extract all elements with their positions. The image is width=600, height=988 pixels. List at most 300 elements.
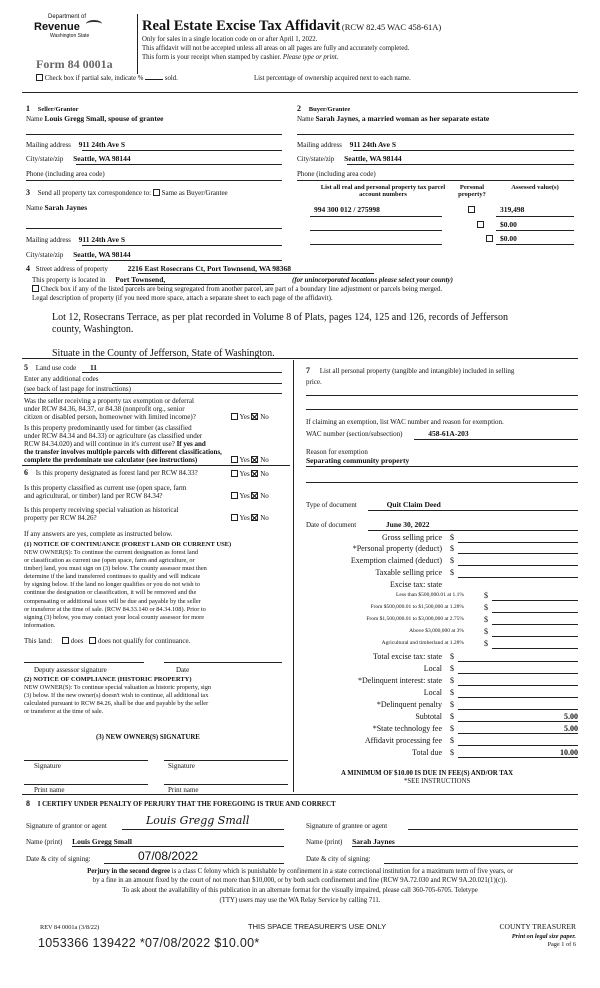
seller-num: 1 bbox=[26, 104, 30, 113]
buyer-mailing-row bbox=[297, 141, 396, 150]
buyer-mailing-label: Mailing address bbox=[297, 141, 342, 149]
deputy-date-label: Date bbox=[176, 666, 190, 674]
new-owner-signature-line-2[interactable] bbox=[164, 760, 288, 761]
new-owner-print-label-2: Print name bbox=[168, 786, 199, 794]
county-treasurer-label: COUNTY TREASURER bbox=[499, 922, 576, 931]
tax-row-excise bbox=[300, 580, 578, 591]
notice-continuance-text bbox=[24, 549, 207, 630]
logo-dept-line1: Department of bbox=[48, 14, 87, 20]
correspondence-city-field[interactable]: Seattle, WA 98144 bbox=[73, 250, 131, 259]
exemption-no-checkbox[interactable] bbox=[251, 413, 258, 420]
exemption-question-line-1: Was the seller receiving a property tax exemption or deferral bbox=[24, 397, 194, 405]
total-row-label: *State technology fee bbox=[372, 724, 442, 733]
column-divider bbox=[293, 360, 294, 792]
land-use-label: Land use code bbox=[35, 364, 77, 372]
currency-sign: $ bbox=[484, 615, 488, 624]
buyer-mailing-line bbox=[353, 150, 574, 151]
logo-dept-line2: Revenue bbox=[34, 20, 80, 33]
seller-city-line bbox=[76, 164, 282, 165]
parcel-line-2 bbox=[310, 230, 442, 231]
see-instructions-note: *SEE INSTRUCTIONS bbox=[404, 778, 471, 785]
grantor-signature[interactable]: Louis Gregg Small bbox=[146, 814, 250, 827]
new-owner-signature-heading: (3) NEW OWNER(S) SIGNATURE bbox=[96, 734, 200, 741]
new-owner-signature-line-1[interactable] bbox=[24, 760, 148, 761]
total-row-amount[interactable]: 10.00 bbox=[560, 748, 578, 757]
tax-row-gross bbox=[300, 533, 578, 544]
notice-continuance-line: continue the designation or classification, it will be removed and the bbox=[24, 589, 197, 597]
current-use-yes-checkbox[interactable] bbox=[231, 492, 238, 499]
new-owner-signature-label-1: Signature bbox=[34, 762, 61, 770]
new-owner-print-line-2[interactable] bbox=[164, 784, 288, 785]
reason-label: Reason for exemption bbox=[306, 448, 368, 456]
exemption-no-label: No bbox=[260, 413, 269, 421]
current-use-question-line-1: Is this property classified as current use (open space, farm bbox=[24, 484, 187, 492]
notice-continuance-line: signing (3) below, you may contact your local county assessor for more bbox=[24, 613, 205, 621]
tax-row-label: Taxable selling price bbox=[375, 568, 442, 577]
correspondence-mailing-line bbox=[82, 245, 282, 246]
current-use-no-label: No bbox=[260, 492, 269, 500]
total-row bbox=[300, 736, 578, 747]
total-row bbox=[300, 664, 578, 675]
bracket-amount-line[interactable] bbox=[492, 600, 578, 601]
personal-property-line-2[interactable] bbox=[306, 409, 578, 410]
tax-row-label: Excise tax: state bbox=[390, 580, 442, 589]
partial-sale-label: Check box if partial sale, indicate % bbox=[44, 75, 144, 82]
buyer-name-field[interactable]: Sarah Jaynes, a married woman as her separate estate bbox=[315, 114, 490, 123]
tax-amount-line[interactable] bbox=[458, 565, 578, 566]
parcel-value-1[interactable]: 319,498 bbox=[500, 205, 525, 214]
bracket-amount-line[interactable] bbox=[492, 648, 578, 649]
bracket-label: Above $3,000,000 at 3% bbox=[409, 628, 464, 634]
forest-yes-checkbox[interactable] bbox=[231, 470, 238, 477]
treasurer-use-only: THIS SPACE TREASURER'S USE ONLY bbox=[248, 922, 387, 931]
doc-date-line bbox=[368, 530, 578, 531]
tax-amount-line[interactable] bbox=[458, 553, 578, 554]
buyer-city-line bbox=[347, 164, 574, 165]
historic-yes-label: Yes bbox=[239, 514, 250, 522]
perjury-line-3: To ask about the availability of this publication in an alternate format for the visually impaired, please call 360-705-6705. Teletype bbox=[122, 887, 478, 894]
section-6-num: 6 bbox=[24, 468, 28, 477]
does-not-qualify-checkbox[interactable] bbox=[89, 637, 96, 644]
perjury-line-4: (TTY) users may use the WA Relay Service by calling 711. bbox=[219, 897, 381, 904]
exemption-yes-checkbox[interactable] bbox=[231, 413, 238, 420]
legal-size-note: Print on legal size paper. bbox=[511, 933, 576, 940]
historic-question-line-1: Is this property receiving special valuation as historical bbox=[24, 506, 179, 514]
tax-amount-line[interactable] bbox=[458, 577, 578, 578]
logo-dept-line3: Washington State bbox=[50, 32, 90, 39]
seller-phone-line bbox=[26, 180, 282, 181]
grantor-signature-label: Signature of grantor or agent bbox=[26, 822, 107, 830]
tax-amount-line[interactable] bbox=[458, 542, 578, 543]
total-row-label: *Delinquent interest: state bbox=[358, 676, 442, 685]
correspondence-name-label: Name bbox=[26, 204, 43, 212]
property-located-label: This property is located in bbox=[32, 276, 106, 284]
parcel-value-line-1 bbox=[496, 216, 574, 217]
parcel-value-2[interactable]: $0.00 bbox=[500, 220, 517, 229]
tax-row-label: Exemption claimed (deduct) bbox=[350, 556, 442, 565]
doc-type-line bbox=[368, 510, 578, 511]
property-unincorporated-note: (for unincorporated locations please select your county) bbox=[292, 276, 453, 284]
seller-name-label: Name bbox=[26, 115, 43, 123]
exemption-question-line-2: under RCW 84.36, 84.37, or 84.38 (nonprofit org., senior bbox=[24, 405, 185, 413]
property-street-field[interactable]: 2216 East Rosecrans Ct, Port Townsend, WA 98368 bbox=[127, 264, 292, 273]
currency-sign: $ bbox=[450, 712, 454, 721]
parcel-line-3 bbox=[310, 244, 442, 245]
buyer-phone-label: Phone (including area code) bbox=[297, 170, 376, 178]
tax-row-personal bbox=[300, 544, 578, 555]
grantor-date-line bbox=[104, 863, 284, 864]
current-use-no-checkbox[interactable] bbox=[251, 492, 258, 499]
minimum-due-notice: A MINIMUM OF $10.00 IS DUE IN FEE(S) AND/OR TAX bbox=[341, 770, 514, 777]
header-note-3 bbox=[142, 54, 338, 62]
correspondence-city-row bbox=[26, 251, 131, 260]
section-5-rule-2 bbox=[22, 465, 290, 466]
correspondence-mailing-row bbox=[26, 236, 125, 245]
bracket-label: From $500,000.01 to $1,500,000 at 1.28% bbox=[370, 604, 464, 610]
form-number: Form 84 0001a bbox=[36, 57, 113, 71]
reason-field[interactable]: Separating community property bbox=[306, 456, 410, 465]
segregated-checkbox[interactable] bbox=[32, 285, 39, 292]
legal-description-line-3[interactable]: Situate in the County of Jefferson, State of Washington. bbox=[52, 348, 275, 359]
land-use-line bbox=[82, 372, 282, 373]
seller-city-field[interactable]: Seattle, WA 98144 bbox=[73, 154, 131, 163]
correspondence-city-line bbox=[76, 260, 282, 261]
forest-yes-no bbox=[231, 470, 269, 478]
bracket-label: From $1,500,000.01 to $3,000,000 at 2.75% bbox=[366, 616, 464, 622]
grantor-date-field[interactable]: 07/08/2022 bbox=[138, 849, 199, 863]
buyer-heading bbox=[297, 104, 350, 113]
property-street-label: Street address of property bbox=[35, 265, 108, 273]
does-qualify-checkbox[interactable] bbox=[62, 637, 69, 644]
notice-continuance-line: information. bbox=[24, 621, 56, 629]
total-row bbox=[300, 652, 578, 663]
notice-continuance-title: (1) NOTICE OF CONTINUANCE (FOREST LAND OR CURRENT USE) bbox=[24, 541, 232, 548]
dor-logo bbox=[32, 14, 112, 39]
partial-sale-checkbox[interactable] bbox=[36, 74, 43, 81]
tax-row-exemption bbox=[300, 556, 578, 567]
currency-sign: $ bbox=[450, 556, 454, 565]
certify-row bbox=[26, 799, 336, 809]
currency-sign: $ bbox=[450, 544, 454, 553]
wac-label: WAC number (section/subsection) bbox=[306, 430, 403, 438]
seller-phone-label: Phone (including area code) bbox=[26, 170, 105, 178]
seller-city-row bbox=[26, 155, 131, 164]
notice-continuance-line: compensating or additional taxes will be due and payable by the seller bbox=[24, 597, 201, 605]
header-note-1: Only for sales in a single location code on or after April 1, 2022. bbox=[142, 36, 318, 43]
tax-row-taxable bbox=[300, 568, 578, 579]
timber-no-label: No bbox=[260, 456, 269, 464]
wac-line bbox=[414, 439, 578, 440]
total-row bbox=[300, 748, 578, 759]
section-8-top-rule bbox=[22, 794, 578, 795]
currency-sign: $ bbox=[450, 533, 454, 542]
parcel-account-1[interactable]: 994 300 012 / 275998 bbox=[314, 205, 380, 214]
correspondence-city-label: City/state/zip bbox=[26, 251, 64, 259]
personal-property-label: List all personal property (tangible and intangible) included in selling bbox=[319, 367, 515, 375]
correspondence-row bbox=[26, 188, 228, 197]
notice-continuance-line: by signing below. If the land no longer qualifies or you do not wish to bbox=[24, 581, 201, 589]
doc-date-label: Date of document bbox=[306, 521, 357, 529]
seller-name-row bbox=[26, 115, 164, 124]
timber-question-line-3-text: RCW 84.34.020) and will continue in it's current use? bbox=[24, 440, 175, 448]
total-row bbox=[300, 676, 578, 687]
partial-sale-row bbox=[36, 74, 178, 83]
total-row-amount[interactable]: 5.00 bbox=[564, 724, 578, 733]
personal-property-row bbox=[306, 366, 514, 375]
header-rule bbox=[22, 92, 578, 93]
this-land-label: This land: bbox=[24, 637, 53, 645]
exemption-yes-label: Yes bbox=[239, 413, 250, 421]
notice-compliance-line: (3) below. If the new owner(s) doesn't wish to continue, all additional tax bbox=[24, 692, 209, 700]
land-use-field[interactable]: 11 bbox=[89, 363, 98, 372]
total-row-amount[interactable]: 5.00 bbox=[564, 712, 578, 721]
timber-question-line-3-bold: If yes and bbox=[176, 440, 206, 448]
parcel-header-personal: Personal property? bbox=[458, 184, 486, 199]
historic-question-line-2: property per RCW 84.26? bbox=[24, 514, 97, 522]
bracket-row-4 bbox=[300, 628, 578, 638]
revision-number: REV 84 0001a (3/8/22) bbox=[40, 924, 100, 931]
total-row-label: Local bbox=[423, 688, 442, 697]
grantor-signature-line bbox=[122, 829, 284, 830]
currency-sign: $ bbox=[484, 639, 488, 648]
total-row bbox=[300, 724, 578, 735]
historic-no-checkbox[interactable] bbox=[251, 514, 258, 521]
total-row-label: Subtotal bbox=[415, 712, 442, 721]
seller-city-label: City/state/zip bbox=[26, 155, 64, 163]
buyer-city-field[interactable]: Seattle, WA 98144 bbox=[344, 154, 402, 163]
buyer-city-row bbox=[297, 155, 402, 164]
exemption-claim-label: If claiming an exemption, list WAC number and reason for exemption. bbox=[306, 418, 504, 426]
historic-yes-checkbox[interactable] bbox=[231, 514, 238, 521]
seller-mailing-field[interactable]: 911 24th Ave S bbox=[78, 140, 125, 149]
perjury-line-1 bbox=[0, 868, 600, 876]
currency-sign: $ bbox=[450, 700, 454, 709]
total-row-label: Total excise tax: state bbox=[373, 652, 442, 661]
notice-compliance-title: (2) NOTICE OF COMPLIANCE (HISTORIC PROPERTY) bbox=[24, 676, 192, 683]
total-row-label: Affidavit processing fee bbox=[364, 736, 442, 745]
historic-no-label: No bbox=[260, 514, 269, 522]
correspondence-mailing-label: Mailing address bbox=[26, 236, 71, 244]
currency-sign: $ bbox=[450, 736, 454, 745]
ownership-note: List percentage of ownership acquired next to each name. bbox=[254, 75, 411, 82]
correspondence-name-row bbox=[26, 204, 87, 213]
timber-no-checkbox[interactable] bbox=[251, 456, 258, 463]
buyer-phone-line bbox=[297, 180, 574, 181]
bracket-label: Less than $500,000.01 at 1.1% bbox=[396, 592, 464, 598]
grantor-print-field[interactable]: Louis Gregg Small bbox=[72, 837, 132, 846]
certify-statement: I CERTIFY UNDER PENALTY OF PERJURY THAT THE FOREGOING IS TRUE AND CORRECT bbox=[37, 801, 336, 808]
parcel-value-line-2 bbox=[496, 230, 574, 231]
grantee-print-field[interactable]: Sarah Jaynes bbox=[352, 837, 395, 846]
bracket-amount-line[interactable] bbox=[492, 612, 578, 613]
buyer-mailing-field[interactable]: 911 24th Ave S bbox=[349, 140, 396, 149]
total-row bbox=[300, 712, 578, 723]
segregated-row bbox=[32, 285, 442, 293]
doc-date-row bbox=[306, 521, 429, 530]
additional-codes-line bbox=[112, 383, 282, 384]
forest-yes-label: Yes bbox=[239, 470, 250, 478]
buyer-blank-line bbox=[297, 134, 574, 135]
notice-compliance-line: calculated pursuant to RCW 84.26, shall be due and payable by the seller bbox=[24, 700, 209, 708]
partial-sale-suffix: sold. bbox=[164, 75, 178, 82]
total-row bbox=[300, 700, 578, 711]
total-amount-line bbox=[458, 721, 578, 722]
deputy-date-line[interactable] bbox=[164, 662, 282, 663]
notice-continuance-line: determine if the land transferred continues to qualify and will indicate bbox=[24, 573, 201, 581]
bracket-row-2 bbox=[300, 604, 578, 614]
currency-sign: $ bbox=[450, 568, 454, 577]
perjury-line-2: by a fine in an amount fixed by the court of not more than $10,000, or by both such confinement and fine (RCW 9A.72.030 and RCW 9A.20.021(1)(c)). bbox=[92, 877, 508, 884]
section-8-num: 8 bbox=[26, 799, 30, 808]
notice-compliance-line: or transferor at the time of sale. bbox=[24, 708, 104, 716]
personal-property-checkbox-1[interactable] bbox=[468, 206, 475, 213]
doc-type-row bbox=[306, 501, 441, 510]
new-owner-print-label-1: Print name bbox=[34, 786, 65, 794]
total-amount-line bbox=[458, 709, 578, 710]
correspondence-num: 3 bbox=[26, 188, 30, 197]
header-note-3-text: This form is your receipt when stamped by cashier. bbox=[142, 54, 282, 61]
cashier-stamp: 1053366 139422 *07/08/2022 $10.00* bbox=[38, 936, 260, 950]
new-owner-signature-label-2: Signature bbox=[168, 762, 195, 770]
total-amount-line bbox=[458, 757, 578, 758]
bracket-row-5 bbox=[300, 640, 578, 650]
timber-question-line-1: Is this property predominantly used for timber (as classified bbox=[24, 424, 192, 432]
bracket-amount-line[interactable] bbox=[492, 624, 578, 625]
buyer-name-row bbox=[297, 115, 489, 124]
total-row-label: Local bbox=[423, 664, 442, 673]
grantor-print-label: Name (print) bbox=[26, 838, 63, 846]
total-row-label: *Delinquent penalty bbox=[376, 700, 442, 709]
deputy-signature-line[interactable] bbox=[24, 662, 144, 663]
seller-mailing-line bbox=[82, 150, 282, 151]
correspondence-name-field[interactable]: Sarah Jaynes bbox=[44, 203, 88, 212]
partial-sale-percent-field[interactable] bbox=[145, 79, 163, 80]
forest-question-row bbox=[24, 468, 198, 477]
timber-yes-label: Yes bbox=[239, 456, 250, 464]
forest-no-checkbox[interactable] bbox=[251, 470, 258, 477]
currency-sign: $ bbox=[450, 676, 454, 685]
grantee-print-line bbox=[352, 846, 578, 847]
personal-property-line-1[interactable] bbox=[306, 395, 578, 396]
form-title-block bbox=[142, 18, 441, 35]
tax-row-label: *Personal property (deduct) bbox=[352, 544, 442, 553]
doc-date-field[interactable]: June 30, 2022 bbox=[385, 520, 430, 529]
reason-line-2 bbox=[306, 482, 578, 483]
total-row-label: Total due bbox=[412, 748, 442, 757]
legal-description-line-2[interactable]: county, Washington. bbox=[52, 324, 134, 335]
timber-yes-no bbox=[231, 456, 269, 464]
logo-swoosh-icon bbox=[86, 20, 102, 28]
if-yes-instruction: If any answers are yes, complete as instructed below. bbox=[24, 530, 173, 538]
property-located-field[interactable]: Port Townsend, bbox=[115, 275, 166, 284]
this-land-row bbox=[24, 637, 190, 645]
timber-yes-checkbox[interactable] bbox=[231, 456, 238, 463]
total-amount-line bbox=[458, 661, 578, 662]
notice-continuance-line: timber) land, you must sign on (3) below. The county assessor must then bbox=[24, 565, 207, 573]
currency-sign: $ bbox=[484, 591, 488, 600]
currency-sign: $ bbox=[484, 627, 488, 636]
forest-no-label: No bbox=[260, 470, 269, 478]
notice-continuance-line: or classification as current use (open space, farm and agriculture, or bbox=[24, 557, 195, 565]
additional-codes-label: Enter any additional codes bbox=[24, 375, 99, 383]
current-use-yes-no bbox=[231, 492, 269, 500]
currency-sign: $ bbox=[450, 688, 454, 697]
seller-name-field[interactable]: Louis Gregg Small, spouse of grantee bbox=[44, 114, 164, 123]
timber-question-line-4: the transfer involves multiple parcels with different classifications, bbox=[24, 448, 222, 456]
seller-blank-line bbox=[26, 134, 282, 135]
personal-property-checkbox-2[interactable] bbox=[477, 221, 484, 228]
legal-description-label: Legal description of property (if you need more space, attach a separate sheet to each page of the affidavit). bbox=[32, 294, 333, 302]
currency-sign: $ bbox=[450, 724, 454, 733]
property-rule bbox=[22, 358, 578, 359]
notice-continuance-line: or transferor at the time of sale. (RCW 84.33.140 or 84.34.108). Prior to bbox=[24, 605, 206, 613]
parcel-header-assessed: Assessed value(s) bbox=[511, 184, 559, 191]
doc-type-field[interactable]: Quit Claim Deed bbox=[386, 500, 441, 509]
seller-mailing-label: Mailing address bbox=[26, 141, 71, 149]
personal-property-checkbox-3[interactable] bbox=[486, 235, 493, 242]
tax-row-label: Gross selling price bbox=[382, 533, 442, 542]
parcel-value-3[interactable]: $0.00 bbox=[500, 234, 517, 243]
doc-type-label: Type of document bbox=[306, 501, 357, 509]
section-7-num: 7 bbox=[306, 366, 310, 375]
wac-row bbox=[306, 430, 469, 439]
does-not-qualify-label: does not qualify for continuance. bbox=[98, 637, 191, 645]
section-5-num: 5 bbox=[24, 363, 28, 372]
currency-sign: $ bbox=[450, 664, 454, 673]
notice-continuance-line: NEW OWNER(S): To continue the current designation as forest land bbox=[24, 549, 199, 556]
currency-sign: $ bbox=[450, 748, 454, 757]
current-use-yes-label: Yes bbox=[239, 492, 250, 500]
legal-description-line-1[interactable]: Lot 12, Rosecrans Terrace, as per plat recorded in Volume 8 of Plats, pages 124, 125 and 126, records of Jefferson bbox=[52, 312, 508, 323]
seller-heading bbox=[26, 104, 79, 113]
notice-compliance-line: NEW OWNER(S): To continue special valuation as historic property, sign bbox=[24, 684, 212, 691]
notice-compliance-text bbox=[24, 684, 211, 716]
property-street-line bbox=[138, 273, 374, 274]
same-as-buyer-checkbox[interactable] bbox=[153, 189, 160, 196]
header-divider bbox=[137, 14, 138, 74]
exemption-question-line-3: citizen or disabled person, homeowner with limited income)? bbox=[24, 413, 196, 421]
parcel-value-line-3 bbox=[496, 244, 574, 245]
correspondence-mailing-field[interactable]: 911 24th Ave S bbox=[78, 235, 125, 244]
total-amount-line bbox=[458, 685, 578, 686]
total-amount-line bbox=[458, 673, 578, 674]
grantee-print-label: Name (print) bbox=[306, 838, 343, 846]
buyer-heading-text: Buyer/Grantee bbox=[308, 106, 351, 113]
timber-question-line-2: under RCW 84.34 and 84.33) or agriculture (as classified under bbox=[24, 432, 203, 440]
currency-sign: $ bbox=[484, 603, 488, 612]
grantee-signature-line[interactable] bbox=[408, 829, 578, 830]
header-note-2: This affidavit will not be accepted unless all areas on all pages are fully and accurately completed. bbox=[142, 45, 410, 52]
wac-field[interactable]: 458-61A-203 bbox=[428, 429, 469, 438]
bracket-label: Agricultural and timberland at 1.28% bbox=[381, 640, 464, 646]
personal-property-label-2: price. bbox=[306, 378, 322, 386]
seller-mailing-row bbox=[26, 141, 125, 150]
header-note-3-italic: Please type or print. bbox=[282, 54, 339, 61]
bracket-amount-line[interactable] bbox=[492, 636, 578, 637]
segregated-label: Check box if any of the listed parcels are being segregated from another parcel, are part of a boundary line adjustment or parcels being merged. bbox=[40, 285, 443, 293]
does-qualify-label: does bbox=[70, 637, 84, 645]
form-title-ref: (RCW 82.45 WAC 458-61A) bbox=[341, 22, 442, 32]
forest-question: Is this property designated as forest land per RCW 84.33? bbox=[35, 469, 198, 477]
grantee-date-label: Date & city of signing: bbox=[306, 855, 371, 863]
buyer-name-label: Name bbox=[297, 115, 314, 123]
grantee-date-line[interactable] bbox=[384, 863, 578, 864]
page-number: Page 1 of 6 bbox=[547, 941, 576, 948]
new-owner-print-line-1[interactable] bbox=[24, 784, 148, 785]
parcel-line-1 bbox=[310, 216, 442, 217]
same-as-buyer-label: Same as Buyer/Grantee bbox=[161, 189, 228, 197]
reason-line-1 bbox=[306, 466, 578, 467]
